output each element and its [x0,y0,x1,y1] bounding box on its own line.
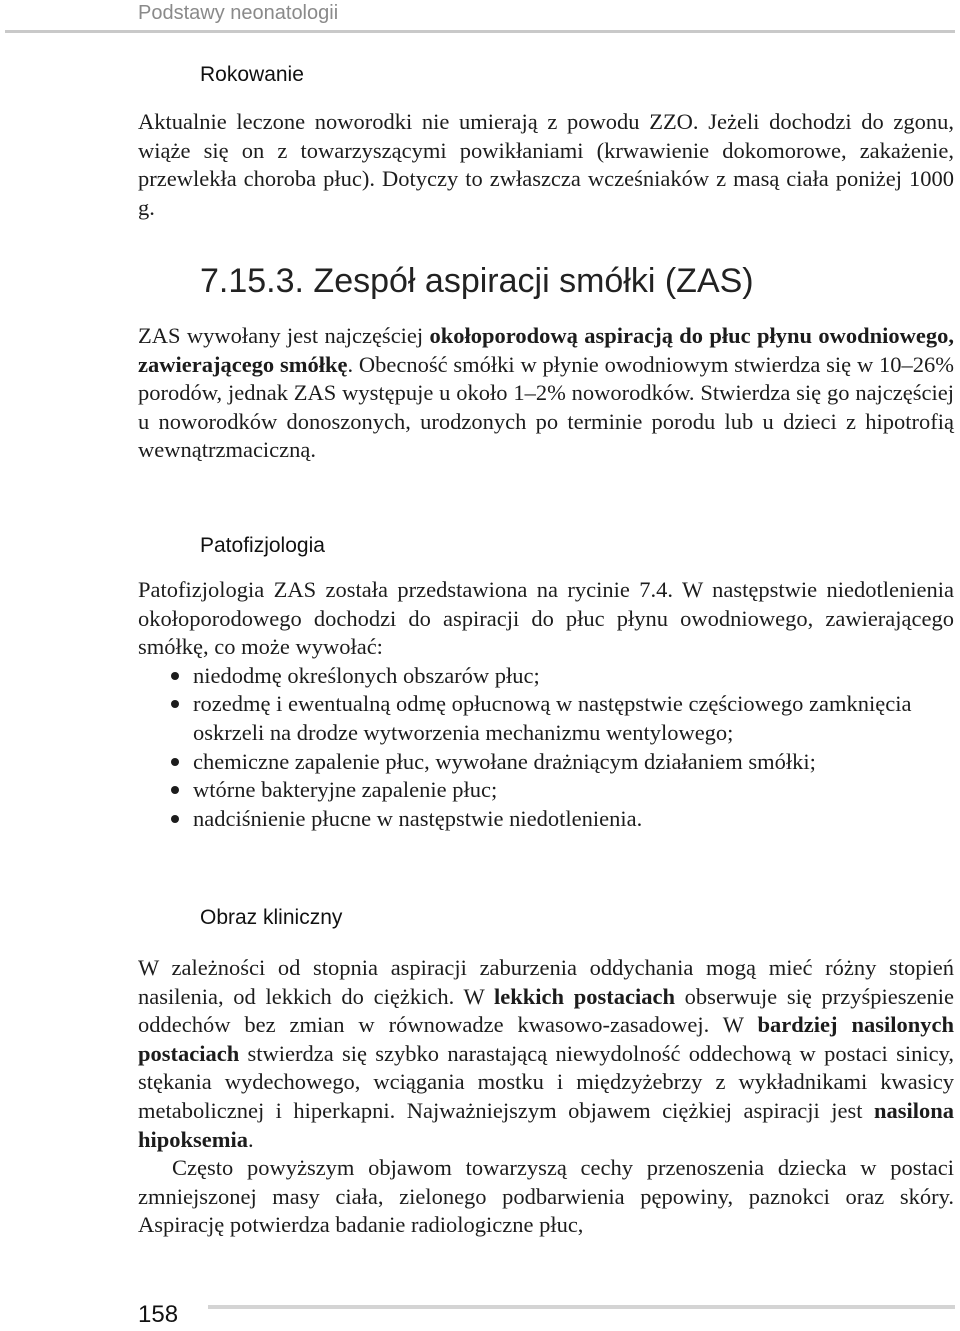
list-item: nadciśnienie płucne w następstwie niedotlenienia. [138,805,954,834]
obraz-block [138,954,954,1240]
section-heading-obraz-kliniczny: Obraz kliniczny [200,906,343,929]
obraz-text-a: W zależności od stopnia aspiracji zaburzenia oddychania mogą mieć różny stopień nasilenia, od lekkich do ciężkich. W [138,955,954,1009]
obraz-text-d: . [248,1126,254,1152]
zas-intro-text-b: . Obecność smółki w płynie owodniowym stwierdza się w 10–26% porodów, jednak ZAS występuje u około 1–2% noworodków. Stwierdza się go najczęściej u noworodków donoszonych, urodzonych po terminie porodu lub u dzieci z hipotrofią wewnątrzmaciczną. [138,351,954,463]
list-item: niedodmę określonych obszarów płuc; [138,662,954,691]
paragraph-patofizjologia: Patofizjologia ZAS została przedstawiona na rycinie 7.4. W następstwie niedotlenienia okołoporodowego dochodzi do aspiracji do płuc płynu owodniowego, zawierającego smółkę, co może wywołać: [138,577,954,660]
section-heading-patofizjologia: Patofizjologia [200,534,325,557]
chapter-heading: 7.15.3. Zespół aspiracji smółki (ZAS) [200,262,754,300]
obraz-emphasis-1: lekkich postaciach [494,983,675,1009]
running-header: Podstawy neonatologii [138,2,339,24]
obraz-text-b: obserwuje się przyśpieszenie oddechów bez zmian w równowadze kwasowo-zasadowej. W [138,983,954,1038]
footer-divider [208,1305,955,1309]
page-number: 158 [138,1301,179,1328]
obraz-emphasis-3: nasilona hipoksemia [138,1097,954,1152]
paragraph-rokowanie: Aktualnie leczone noworodki nie umierają z powodu ZZO. Jeżeli dochodzi do zgonu, wiąże się on z towarzyszącymi powikłaniami (krwawienie dokomorowe, zakażenie, przewlekła choroba płuc). Dotyczy to zwłaszcza wcześniaków z masą ciała poniżej 1000 g. [138,109,954,220]
header-divider [5,30,955,33]
bullet-list [138,662,954,834]
obraz-emphasis-2: bardziej nasilonych postaciach [138,1012,954,1066]
paragraph-obraz-1 [138,954,954,1154]
paragraph-obraz-2: Często powyższym objawom towarzyszą cechy przenoszenia dziecka w postaci zmniejszonej masy ciała, zielonego podbarwienia pępowiny, paznokci oraz skóry. Aspirację potwierdza badanie radiologiczne płuc, [138,1155,954,1238]
zas-intro-emphasis: okołoporodową aspiracją do płuc płynu owodniowego, zawierającego smółkę [138,323,954,377]
zas-intro-text-a: ZAS wywołany jest najczęściej [138,323,430,348]
list-item: wtórne bakteryjne zapalenie płuc; [138,776,954,805]
patofizjologia-block [138,576,954,833]
obraz-text-c: stwierdza się szybko narastającą niewydolność oddechową w postaci sinicy, stękania wydechowego, wciągania mostku i międzyżebrzy z wykładnikami kwasicy metabolicznej i hiperkapni. Najważniejszym objawem ciężkiej aspiracji jest [138,1040,954,1123]
section-heading-rokowanie: Rokowanie [200,63,304,86]
list-item: chemiczne zapalenie płuc, wywołane drażniącym działaniem smółki; [138,748,954,777]
paragraph-zas-intro [138,322,954,465]
list-item: rozedmę i ewentualną odmę opłucnową w następstwie częściowego zamknięcia oskrzeli na drodze wytworzenia mechanizmu wentylowego; [138,690,954,747]
